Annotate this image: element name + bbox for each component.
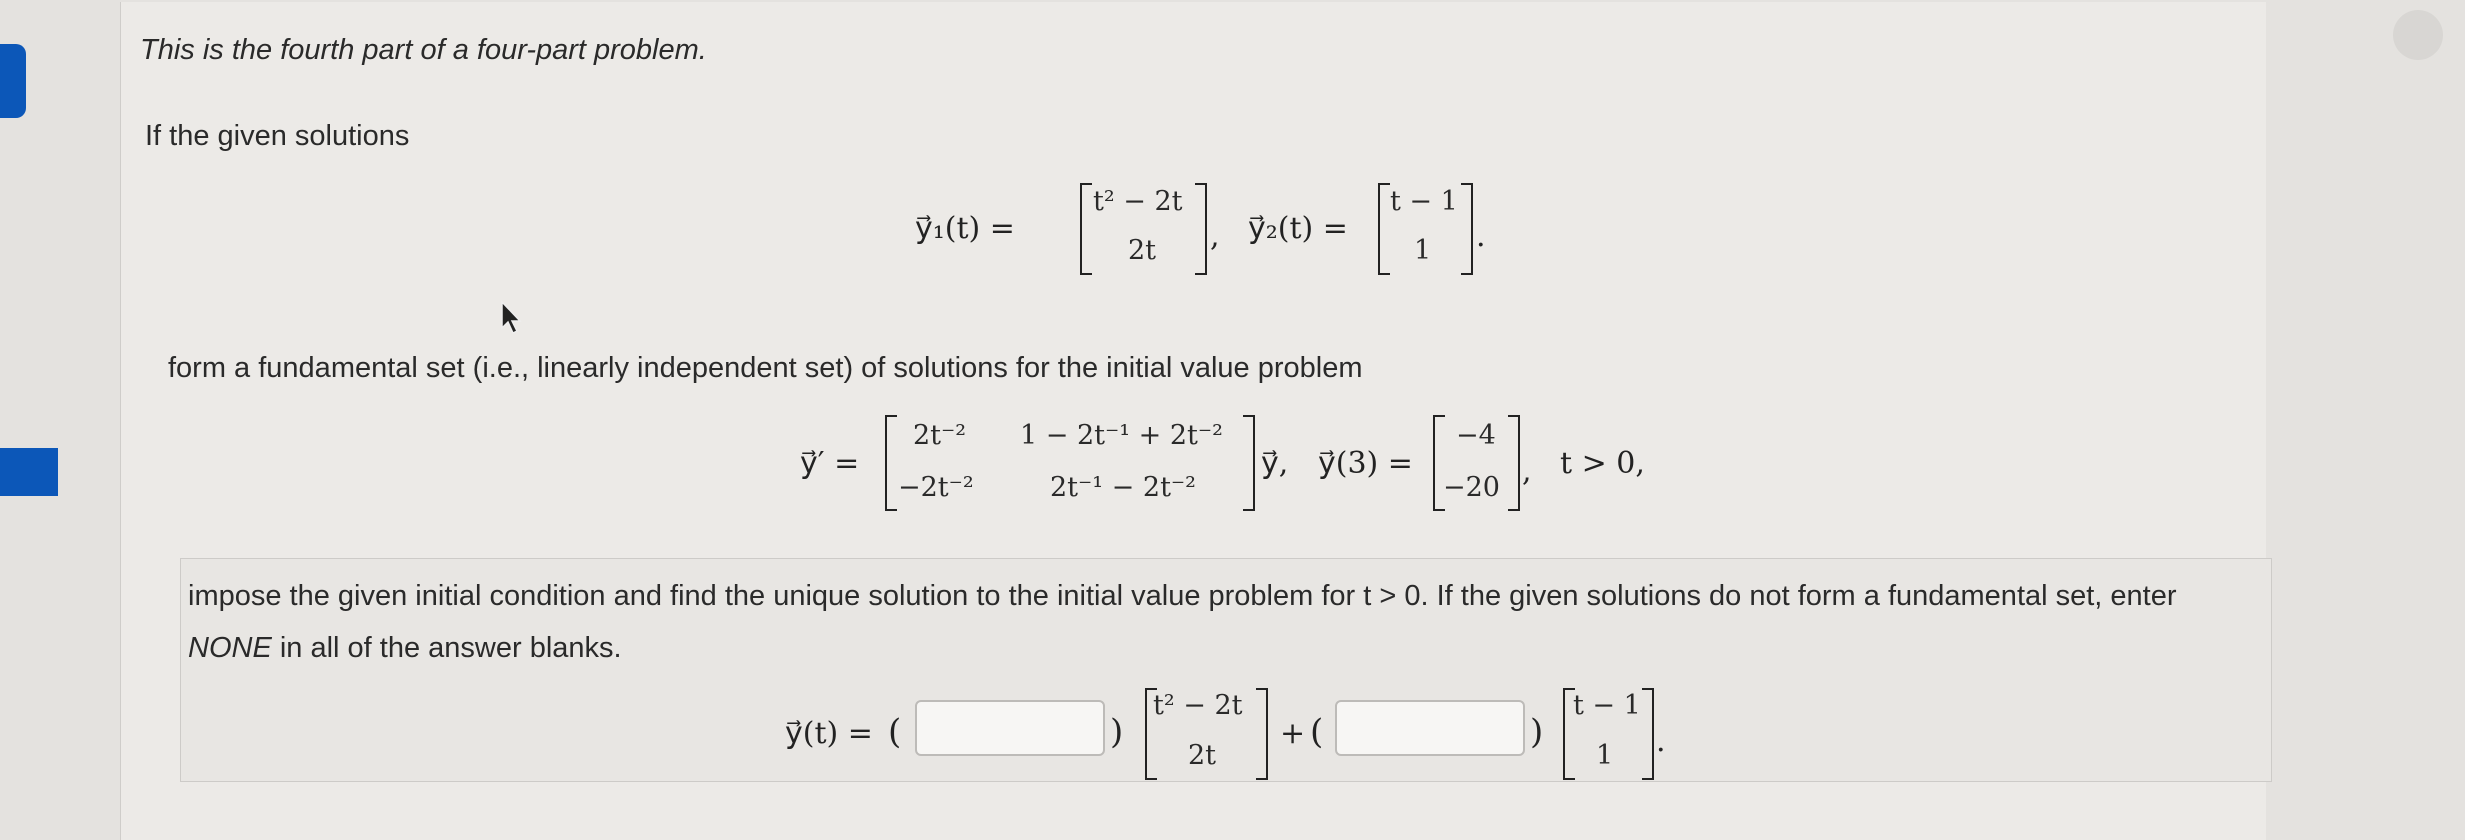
corner-circle-icon: [2393, 10, 2443, 60]
answer-v2-bottom: 1: [1596, 740, 1614, 771]
impose-condition-text: impose the given initial condition and find the unique solution to the initial value problem for t > 0. If the given solutions do not form a fundamental set, enter: [188, 580, 2177, 612]
matrix-a22: 2t⁻¹ − 2t⁻²: [1050, 472, 1196, 503]
ic-bottom-entry: −20: [1443, 472, 1500, 503]
y1-top-entry: t² − 2t: [1093, 186, 1183, 217]
answer-lhs: y⃗(t) =: [785, 716, 873, 751]
y1-label: y⃗₁(t) =: [915, 211, 1015, 246]
y2-bottom-entry: 1: [1414, 235, 1432, 266]
answer-period: .: [1656, 724, 1666, 759]
y1-left-bracket: [1080, 183, 1092, 275]
intro-text: This is the fourth part of a four-part problem.: [140, 34, 707, 66]
given-solutions-text: If the given solutions: [145, 120, 410, 152]
answer-plus: +: [1280, 716, 1306, 751]
matrix-a11: 2t⁻²: [913, 420, 967, 451]
answer-v2-right-bracket: [1642, 688, 1654, 780]
answer-close-paren-1: ): [1110, 712, 1124, 752]
matrix-left-bracket: [885, 415, 897, 511]
y2-label: y⃗₂(t) =: [1248, 211, 1348, 246]
coefficient-c1-field[interactable]: [917, 702, 1107, 756]
ivp-y-vector: y⃗,: [1261, 446, 1289, 481]
y1-right-bracket: [1195, 183, 1207, 275]
none-instruction: [188, 632, 622, 665]
answer-open-paren-1: (: [888, 712, 902, 752]
ic-comma: ,: [1522, 454, 1532, 489]
answer-v1-bottom: 2t: [1188, 740, 1217, 771]
answer-v2-top: t − 1: [1573, 690, 1641, 721]
coefficient-c2-input[interactable]: [1335, 700, 1525, 756]
fundamental-set-text: form a fundamental set (i.e., linearly independent set) of solutions for the initial value problem: [168, 352, 1363, 384]
answer-v1-top: t² − 2t: [1153, 690, 1243, 721]
ic-right-bracket: [1508, 415, 1520, 511]
coefficient-c1-input[interactable]: [915, 700, 1105, 756]
matrix-right-bracket: [1243, 415, 1255, 511]
y2-left-bracket: [1378, 183, 1390, 275]
none-word: NONE: [188, 632, 272, 664]
ic-top-entry: −4: [1456, 420, 1496, 451]
side-tab-top[interactable]: [0, 44, 26, 118]
none-rest: in all of the answer blanks.: [271, 632, 622, 664]
y2-top-entry: t − 1: [1390, 186, 1458, 217]
matrix-a21: −2t⁻²: [898, 472, 974, 503]
t-condition: t > 0,: [1560, 446, 1645, 481]
answer-v1-right-bracket: [1256, 688, 1268, 780]
solutions-period: .: [1476, 219, 1486, 254]
ic-lhs: y⃗(3) =: [1318, 446, 1413, 481]
side-tab-middle[interactable]: [0, 448, 58, 496]
coefficient-c2-field[interactable]: [1337, 702, 1527, 756]
ivp-lhs: y⃗′ =: [800, 446, 860, 481]
answer-open-paren-2: (: [1310, 712, 1324, 752]
y1-bottom-entry: 2t: [1128, 235, 1157, 266]
matrix-a12: 1 − 2t⁻¹ + 2t⁻²: [1020, 420, 1223, 451]
answer-close-paren-2: ): [1530, 712, 1544, 752]
solutions-comma: ,: [1210, 219, 1220, 254]
mouse-pointer-icon: [500, 300, 524, 336]
y2-right-bracket: [1461, 183, 1473, 275]
